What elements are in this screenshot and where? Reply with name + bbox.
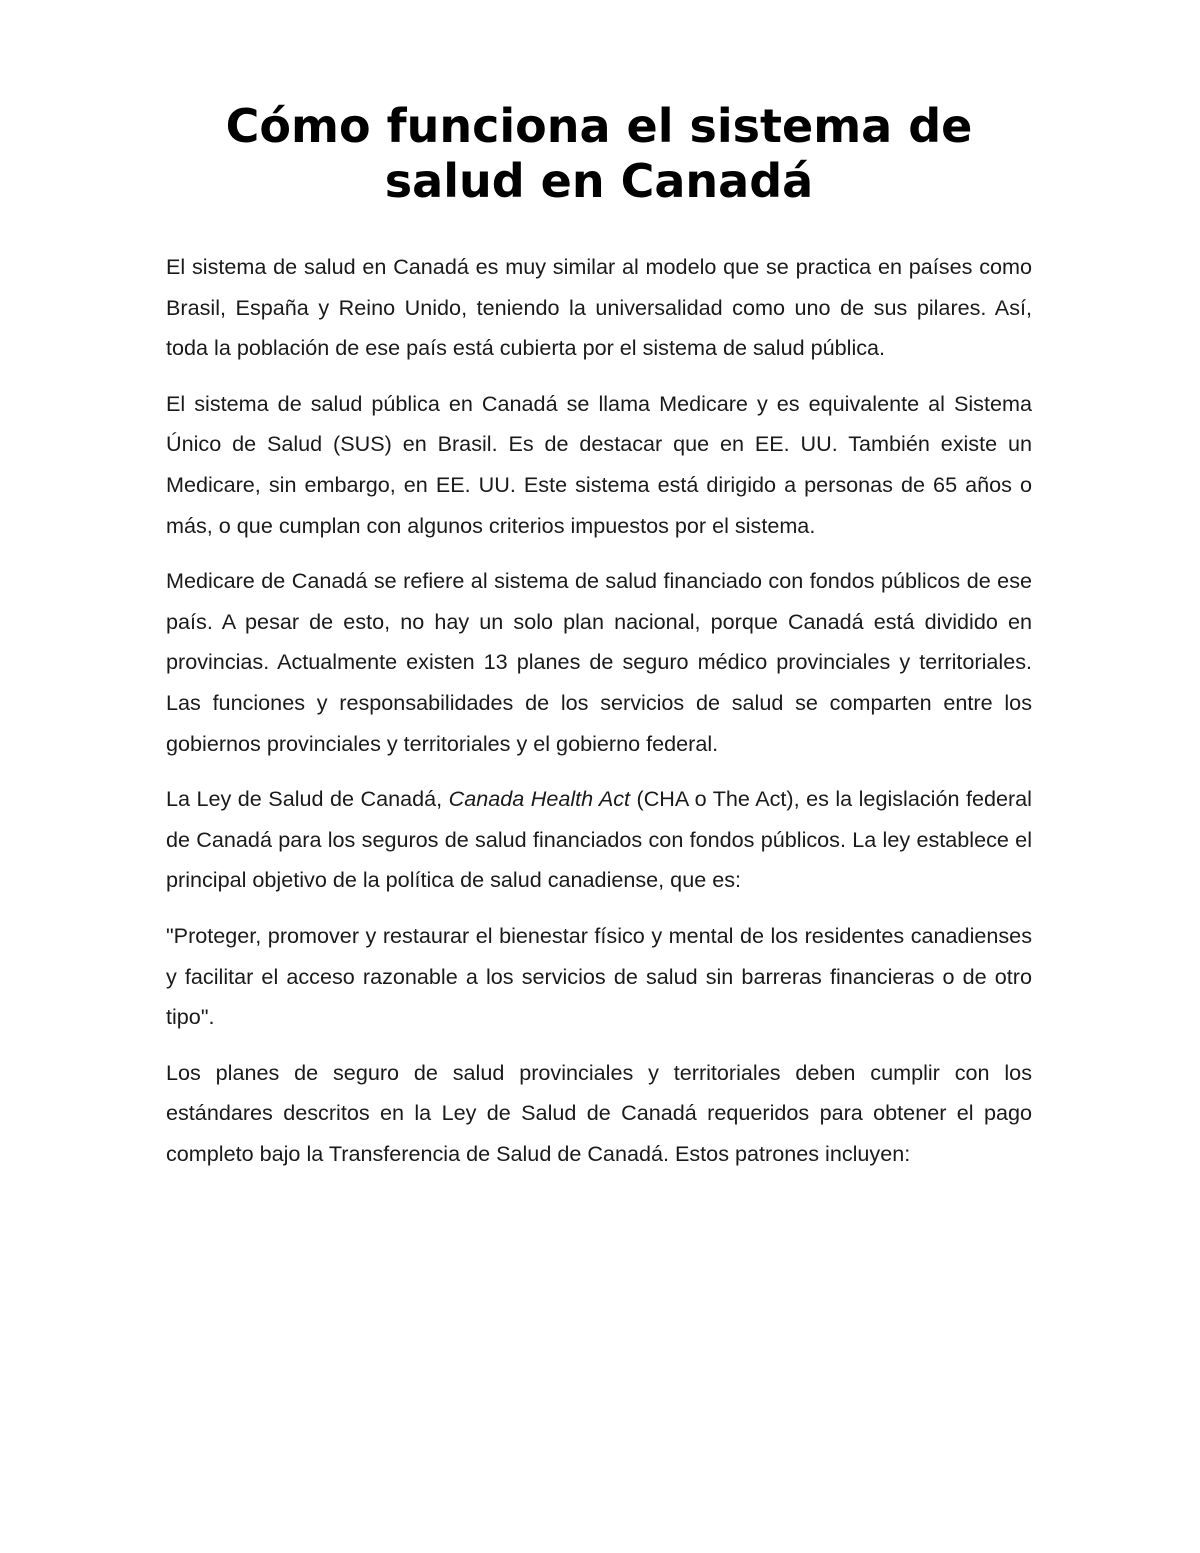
law-name-italic: Canada Health Act: [448, 786, 631, 812]
paragraph-medicare: El sistema de salud pública en Canadá se llama Medicare y es equivalente al Sistema Único de Salud (SUS) en Brasil. Es de destacar que en EE. UU. También existe un Medicare, sin embargo, en EE. UU. Este sistema está dirigido a personas de 65 años o más, o que cumplan con algunos criterios impuestos por el sistema.: [166, 390, 1032, 538]
paragraph-intro: El sistema de salud en Canadá es muy similar al modelo que se practica en países como Brasil, España y Reino Unido, teniendo la universalidad como uno de sus pilares. Así, toda la población de ese país está cubierta por el sistema de salud pública.: [166, 254, 1032, 361]
paragraph-provinces: Medicare de Canadá se refiere al sistema de salud financiado con fondos públicos de ese país. A pesar de esto, no hay un solo plan nacional, porque Canadá está dividido en provincias. Actualmente existen 13 planes de seguro médico provinciales y territoriales. Las funciones y responsabilidades de los servicios de salud se comparten entre los gobiernos provinciales y territoriales y el gobierno federal.: [166, 568, 1032, 756]
document-body: [166, 247, 1032, 1189]
paragraph-quote: "Proteger, promover y restaurar el bienestar físico y mental de los residentes canadienses y facilitar el acceso razonable a los servicios de salud sin barreras financieras o de otro tipo".: [166, 922, 1032, 1030]
paragraph-law: [166, 779, 1032, 901]
law-text-before: La Ley de Salud de Canadá,: [166, 786, 449, 812]
paragraph-closing: Los planes de seguro de salud provinciales y territoriales deben cumplir con los estándares descritos en la Ley de Salud de Canadá requeridos para obtener el pago completo bajo la Transferencia de Salud de Canadá. Estos patrones incluyen:: [166, 1059, 1032, 1166]
law-text-after: (CHA o The Act), es la legislación federal de Canadá para los seguros de salud financiados con fondos públicos. La ley establece el principal objetivo de la política de salud canadiense, que es:: [166, 786, 1032, 893]
document-title: Cómo funciona el sistema de salud en Canadá: [225, 99, 973, 208]
